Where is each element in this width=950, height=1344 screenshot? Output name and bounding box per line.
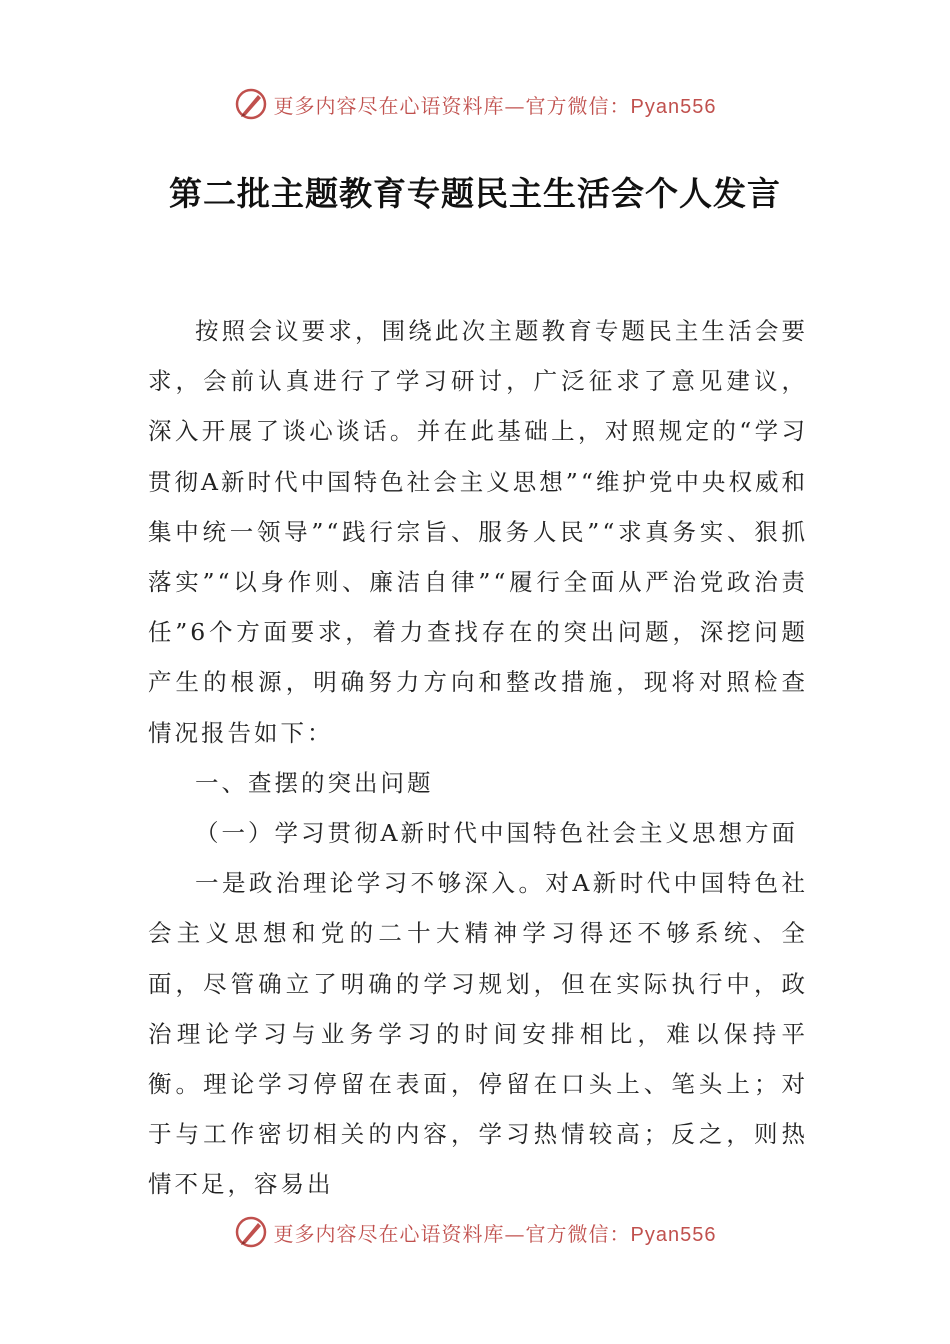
footer-watermark-banner <box>0 1212 950 1252</box>
watermark-text <box>274 90 717 119</box>
pen-logo-icon <box>234 1215 268 1249</box>
subsection-heading-1: （一）学习贯彻A新时代中国特色社会主义思想方面 <box>195 819 798 848</box>
wechat-id: Pyan556 <box>630 95 717 118</box>
watermark-label: 更多内容尽在心语资料库—官方微信： <box>273 93 631 118</box>
body-paragraph-1: 一是政治理论学习不够深入。对A新时代中国特色社会主义思想和党的二十大精神学习得还不够系统、全面，尽管确立了明确的学习规划，但在实际执行中，政治理论学习与业务学习的时间安排相比，难以保持平衡。理论学习停留在表面，停留在口头上、笔头上；对于与工作密切相关的内容，学习热情较高；反之，则热情不足，容易出 <box>148 869 808 1199</box>
intro-paragraph: 按照会议要求，围绕此次主题教育专题民主生活会要求，会前认真进行了学习研讨，广泛征求了意见建议，深入开展了谈心谈话。并在此基础上，对照规定的“学习贯彻A新时代中国特色社会主义思想”“维护党中央权威和集中统一领导”“践行宗旨、服务人民”“求真务实、狠抓落实”“以身作则、廉洁自律”“履行全面从严治党政治责任”6个方面要求，着力查找存在的突出问题，深挖问题产生的根源，明确努力方向和整改措施，现将对照检查情况报告如下： <box>148 317 808 747</box>
document-body <box>148 306 808 1210</box>
wechat-id: Pyan556 <box>630 1223 717 1246</box>
pen-logo-icon <box>234 87 268 121</box>
document-title: 第二批主题教育专题民主生活会个人发言 <box>169 174 781 213</box>
header-watermark-banner <box>0 84 950 124</box>
section-heading-1: 一、查摆的突出问题 <box>195 768 434 797</box>
watermark-label: 更多内容尽在心语资料库—官方微信： <box>273 1221 631 1246</box>
watermark-text <box>274 1218 717 1247</box>
